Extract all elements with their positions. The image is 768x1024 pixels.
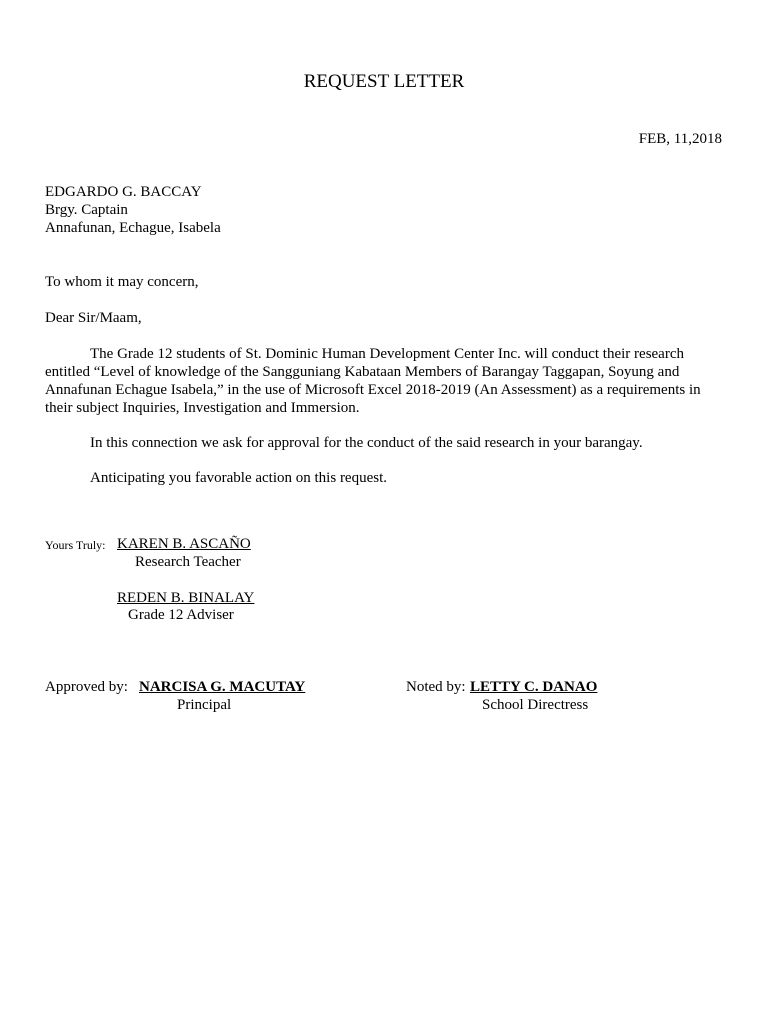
yours-truly-label: Yours Truly: [45,538,106,552]
approver-name: NARCISA G. MACUTAY [139,679,306,695]
noted-by-label: Noted by: [406,679,466,695]
signatory-role-karen: Research Teacher [135,554,241,570]
noter-role: School Directress [482,697,589,713]
signatory-name-karen: KAREN B. ASCAÑO [117,536,251,552]
body-paragraph-approval: In this connection we ask for approval for the conduct of the said research in your barangay. [90,435,643,451]
signatory-name-reden: REDEN B. BINALAY [117,590,255,606]
letter-date: FEB, 11,2018 [638,131,722,147]
signatory-role-reden: Grade 12 Adviser [128,607,234,623]
recipient-position: Brgy. Captain [45,202,128,218]
salutation-general: To whom it may concern, [45,274,199,290]
recipient-name: EDGARDO G. BACCAY [45,184,202,200]
approver-role: Principal [177,697,232,713]
body-paragraph-research: The Grade 12 students of St. Dominic Human Development Center Inc. will conduct their research entitled “Level of knowledge of the Sangguniang Kabataan Members of Barangay Taggapan, Soyung and Annafunan Echague Isabela,” in the use of Microsoft Excel 2018-2019 (An Assessment) as a requirements in their subject Inquiries, Investigation and Immersion. [45,346,701,416]
body-paragraph-closing: Anticipating you favorable action on this request. [90,470,388,486]
approved-by-label: Approved by: [45,679,128,695]
noter-name: LETTY C. DANAO [470,679,598,695]
recipient-block [45,183,221,237]
salutation-dear: Dear Sir/Maam, [45,310,142,326]
letter-title: REQUEST LETTER [303,71,465,92]
recipient-address: Annafunan, Echague, Isabela [45,220,221,236]
